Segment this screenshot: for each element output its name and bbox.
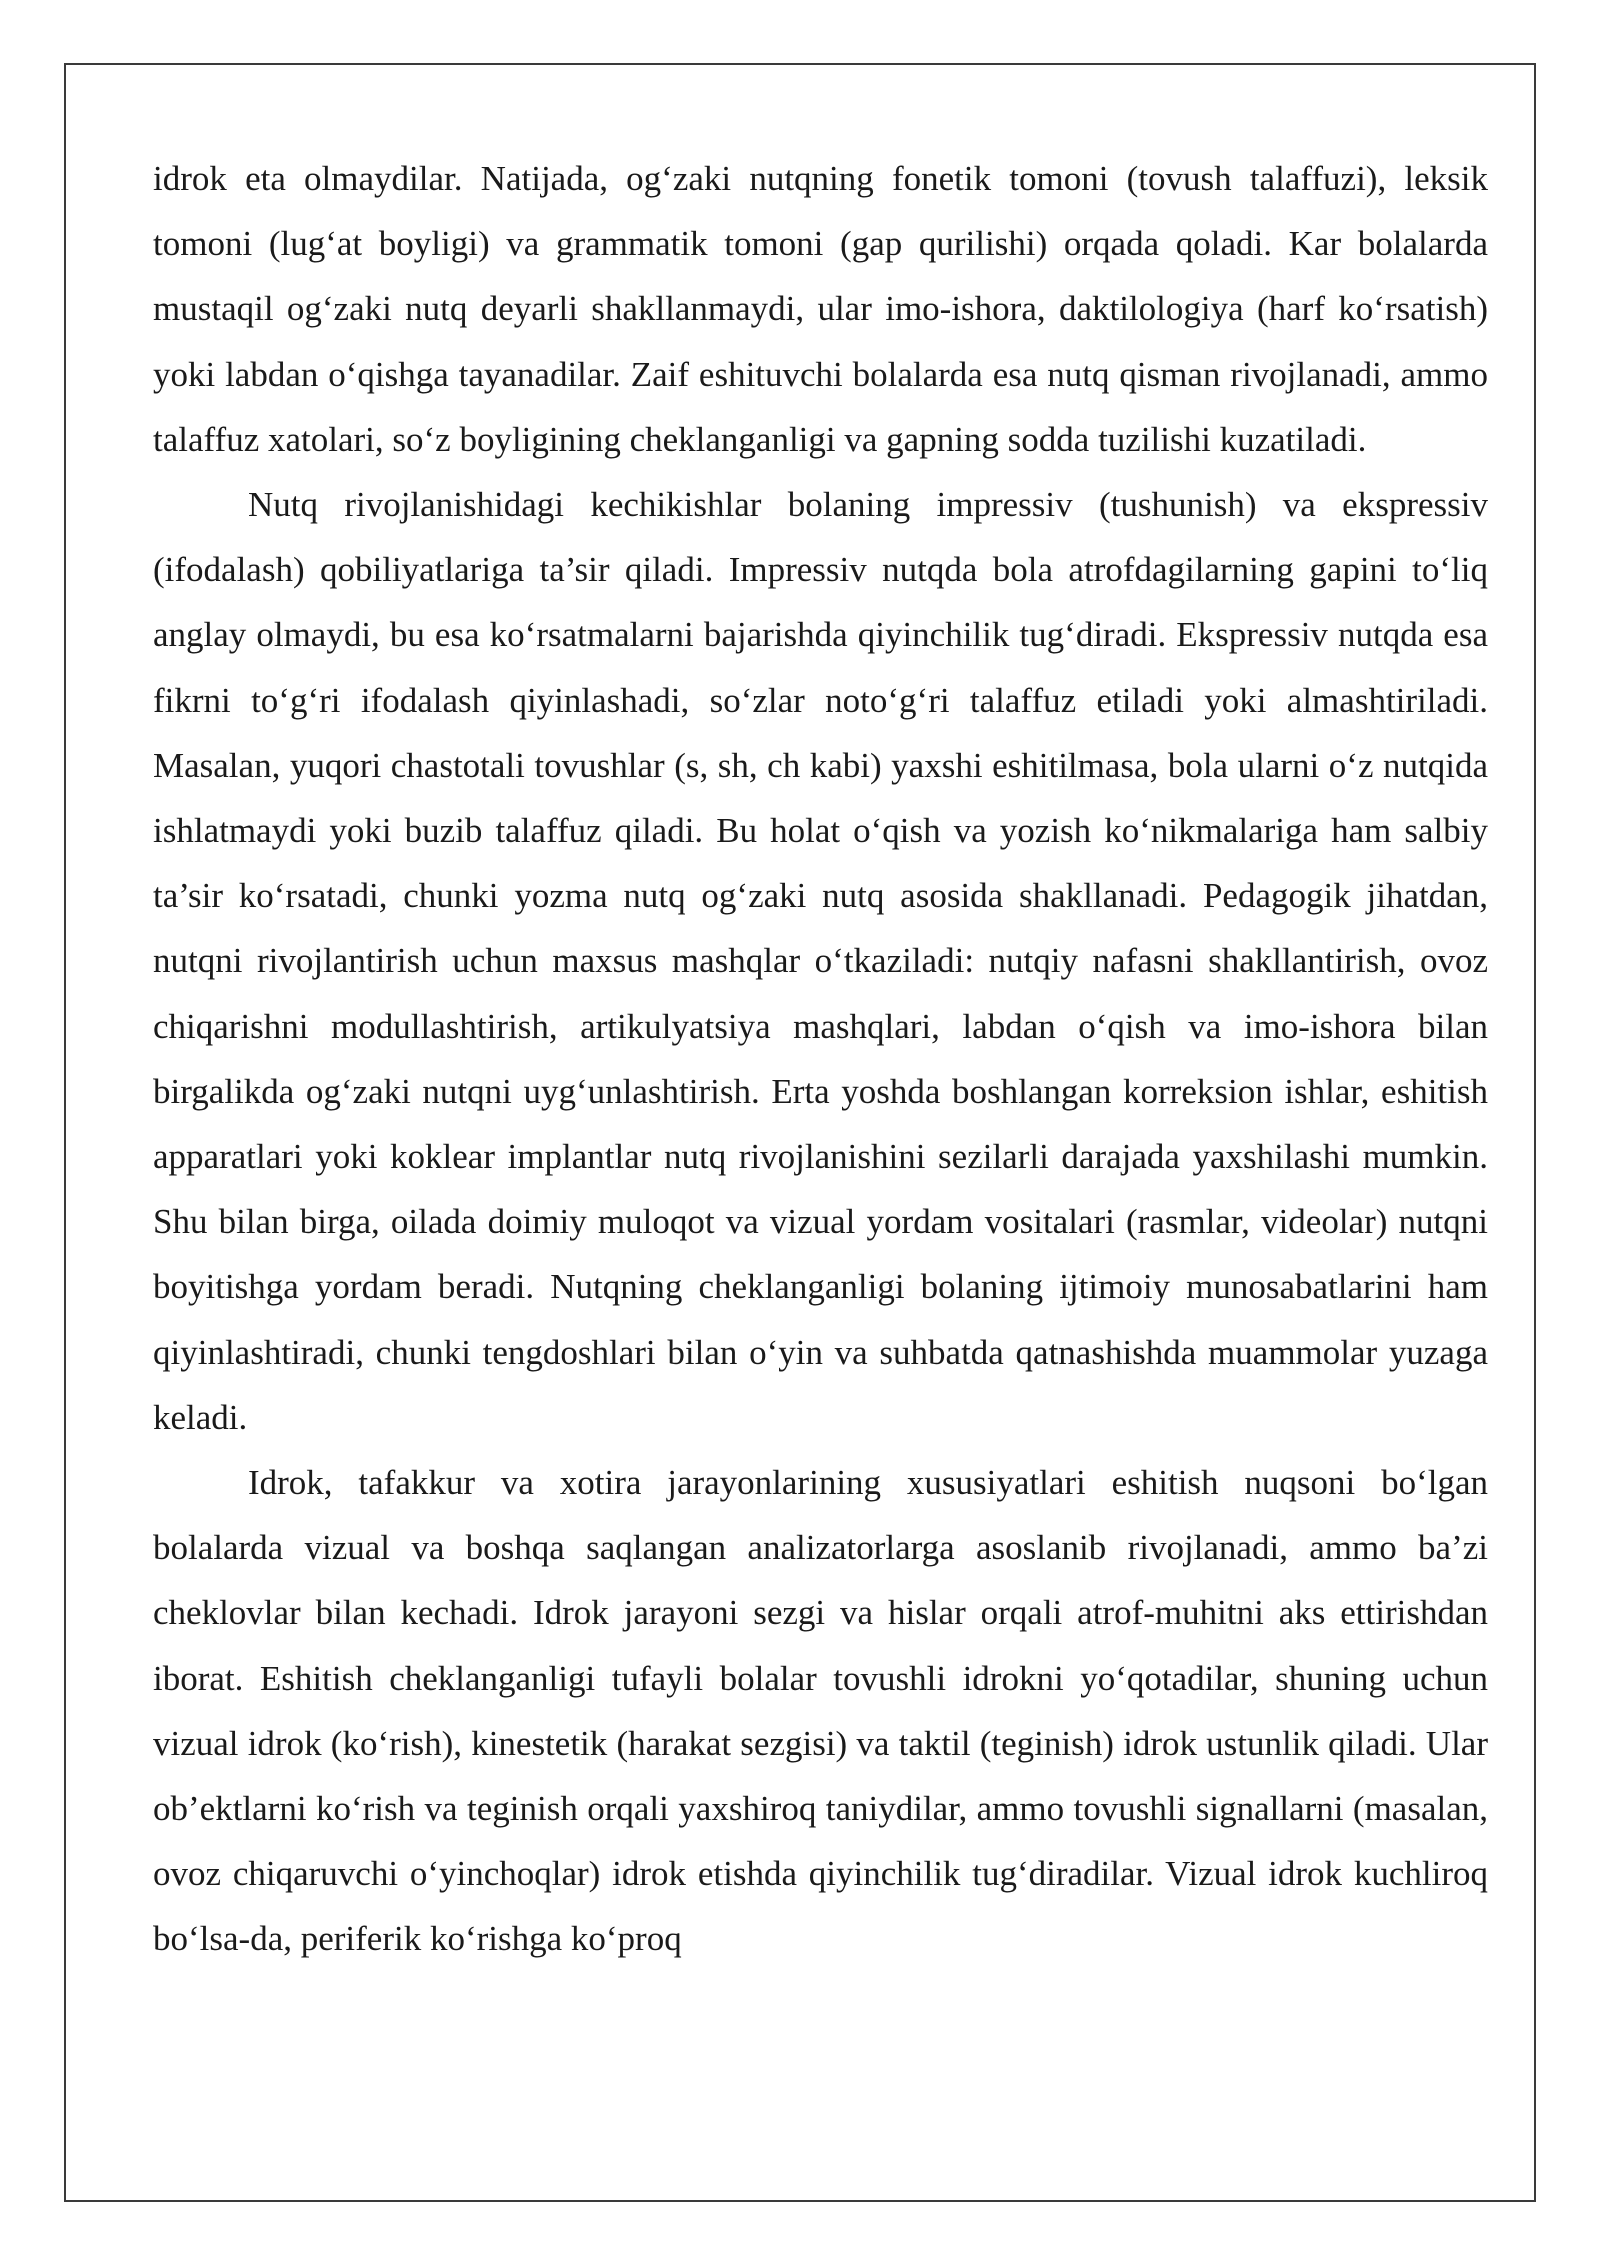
document-body (153, 146, 1488, 1972)
paragraph-perception-thinking-memory: Idrok, tafakkur va xotira jarayonlarining xususiyatlari eshitish nuqsoni bo‘lgan bolalarda vizual va boshqa saqlangan analizatorlarga asoslanib rivojlanadi, ammo ba’zi cheklovlar bilan kechadi. Idrok jarayoni sezgi va hislar orqali atrof-muhitni aks ettirishdan iborat. Eshitish cheklanganligi tufayli bolalar tovushli idrokni yo‘qotadilar, shuning uchun vizual idrok (ko‘rish), kinestetik (harakat sezgisi) va taktil (teginish) idrok ustunlik qiladi. Ular ob’ektlarni ko‘rish va teginish orqali yaxshiroq taniydilar, ammo tovushli signallarni (masalan, ovoz chiqaruvchi o‘yinchoqlar) idrok etishda qiyinchilik tug‘diradilar. Vizual idrok kuchliroq bo‘lsa-da, periferik ko‘rishga ko‘proq (153, 1463, 1488, 1959)
paragraph-speech-development: Nutq rivojlanishidagi kechikishlar bolaning impressiv (tushunish) va ekspressiv (ifodalash) qobiliyatlariga ta’sir qiladi. Impressiv nutqda bola atrofdagilarning gapini to‘liq anglay olmaydi, bu esa ko‘rsatmalarni bajarishda qiyinchilik tug‘diradi. Ekspressiv nutqda esa fikrni to‘g‘ri ifodalash qiyinlashadi, so‘zlar noto‘g‘ri talaffuz etiladi yoki almashtiriladi. Masalan, yuqori chastotali tovushlar (s, sh, ch kabi) yaxshi eshitilmasa, bola ularni o‘z nutqida ishlatmaydi yoki buzib talaffuz qiladi. Bu holat o‘qish va yozish ko‘nikmalariga ham salbiy ta’sir ko‘rsatadi, chunki yozma nutq og‘zaki nutq asosida shakllanadi. Pedagogik jihatdan, nutqni rivojlantirish uchun maxsus mashqlar o‘tkaziladi: nutqiy nafasni shakllantirish, ovoz chiqarishni modullashtirish, artikulyatsiya mashqlari, labdan o‘qish va imo-ishora bilan birgalikda og‘zaki nutqni uyg‘unlashtirish. Erta yoshda boshlangan korreksion ishlar, eshitish apparatlari yoki koklear implantlar nutq rivojlanishini sezilarli darajada yaxshilashi mumkin. Shu bilan birga, oilada doimiy muloqot va vizual yordam vositalari (rasmlar, videolar) nutqni boyitishga yordam beradi. Nutqning cheklanganligi bolaning ijtimoiy munosabatlarini ham qiyinlashtiradi, chunki tengdoshlari bilan o‘yin va suhbatda qatnashishda muammolar yuzaga keladi. (153, 485, 1488, 1437)
paragraph-continued: idrok eta olmaydilar. Natijada, og‘zaki nutqning fonetik tomoni (tovush talaffuzi), leksik tomoni (lug‘at boyligi) va grammatik tomoni (gap qurilishi) orqada qoladi. Kar bolalarda mustaqil og‘zaki nutq deyarli shakllanmaydi, ular imo-ishora, daktilologiya (harf ko‘rsatish) yoki labdan o‘qishga tayanadilar. Zaif eshituvchi bolalarda esa nutq qisman rivojlanadi, ammo talaffuz xatolari, so‘z boyligining cheklanganligi va gapning sodda tuzilishi kuzatiladi. (153, 159, 1488, 459)
